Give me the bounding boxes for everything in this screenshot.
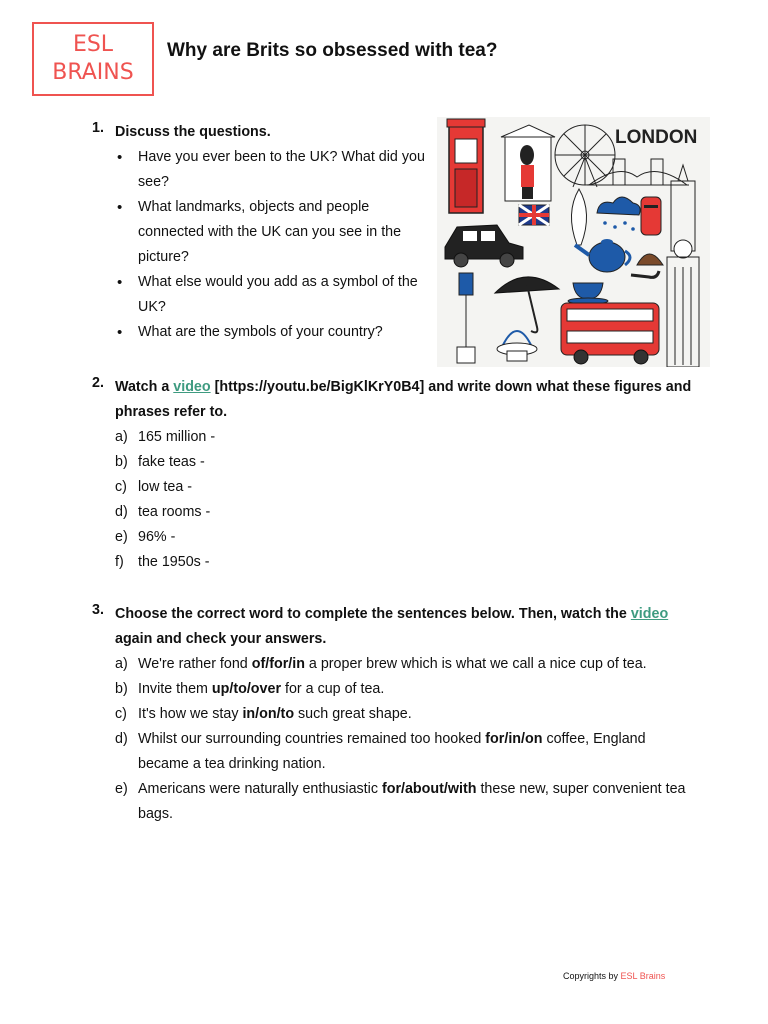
section-watch-video — [92, 375, 692, 575]
list-item: a) 165 million - — [115, 429, 216, 445]
double-decker-bus-icon — [561, 303, 659, 364]
page-title: Why are Brits so obsessed with tea? — [167, 40, 498, 61]
section-heading: Discuss the questions. — [115, 124, 271, 140]
list-item: d) Whilst our surrounding countries remained too hooked for/in/on coffee, England became a tea drinking nation. — [115, 731, 646, 772]
copyright-footer: Copyrights by ESL Brains — [563, 971, 666, 981]
section-discuss — [92, 120, 432, 345]
royal-guard-icon — [501, 125, 555, 201]
fountain-icon — [497, 331, 537, 361]
section-number: 3. — [92, 602, 104, 618]
list-item: • What else would you add as a symbol of the UK? — [117, 274, 418, 315]
gherkin-icon — [571, 189, 586, 245]
list-item: b) fake teas - — [115, 454, 205, 470]
phone-box-icon — [447, 119, 485, 213]
street-lamp-icon — [457, 273, 475, 363]
video-link[interactable]: video — [173, 379, 211, 395]
logo-line-2: BRAINS — [52, 60, 134, 85]
footer-brand: ESL Brains — [620, 971, 666, 981]
rain-cloud-icon — [597, 197, 640, 231]
list-item: e) Americans were naturally enthusiastic for/about/with these new, super convenient tea bags. — [115, 781, 686, 822]
post-box-icon — [641, 197, 661, 235]
esl-brains-logo — [32, 22, 154, 96]
list-item: a) We're rather fond of/for/in a proper brew which is what we call a nice cup of tea. — [115, 656, 647, 672]
list-item: c) low tea - — [115, 479, 193, 495]
section-choose-word — [92, 602, 692, 827]
union-jack-icon — [519, 205, 549, 225]
black-cab-icon — [445, 225, 523, 267]
list-item: e) 96% - — [115, 529, 176, 545]
section-number: 2. — [92, 375, 104, 391]
logo-line-1: ESL — [72, 32, 114, 57]
detective-hat-icon — [631, 254, 663, 277]
london-symbols-icon — [437, 117, 710, 367]
list-item: f) the 1950s - — [115, 554, 210, 570]
list-item: b) Invite them up/to/over for a cup of tea. — [115, 681, 385, 697]
phrase-list — [115, 425, 692, 575]
section-heading: Watch a video [https://youtu.be/BigKlKrY0B4] and write down what these figures and phrases refer to. — [115, 379, 692, 420]
list-item: d) tea rooms - — [115, 504, 211, 520]
tea-cup-icon — [568, 283, 608, 304]
section-number: 1. — [92, 120, 104, 136]
list-item: • What landmarks, objects and people connected with the UK can you see in the picture? — [117, 199, 402, 265]
list-item: • Have you ever been to the UK? What did you see? — [117, 149, 425, 190]
list-item: c) It's how we stay in/on/to such great shape. — [115, 706, 412, 722]
svg-text:LONDON: LONDON — [615, 127, 698, 148]
teapot-icon — [575, 239, 630, 272]
section-heading: Choose the correct word to complete the sentences below. Then, watch the video again and check your answers. — [115, 606, 669, 647]
question-list — [115, 145, 432, 345]
sentence-list — [115, 652, 692, 827]
london-illustration — [437, 117, 710, 367]
video-link[interactable]: video — [630, 606, 669, 622]
list-item: • What are the symbols of your country? — [117, 324, 383, 341]
umbrella-icon — [495, 277, 559, 332]
big-ben-icon — [667, 165, 699, 367]
london-eye-icon — [555, 125, 615, 187]
